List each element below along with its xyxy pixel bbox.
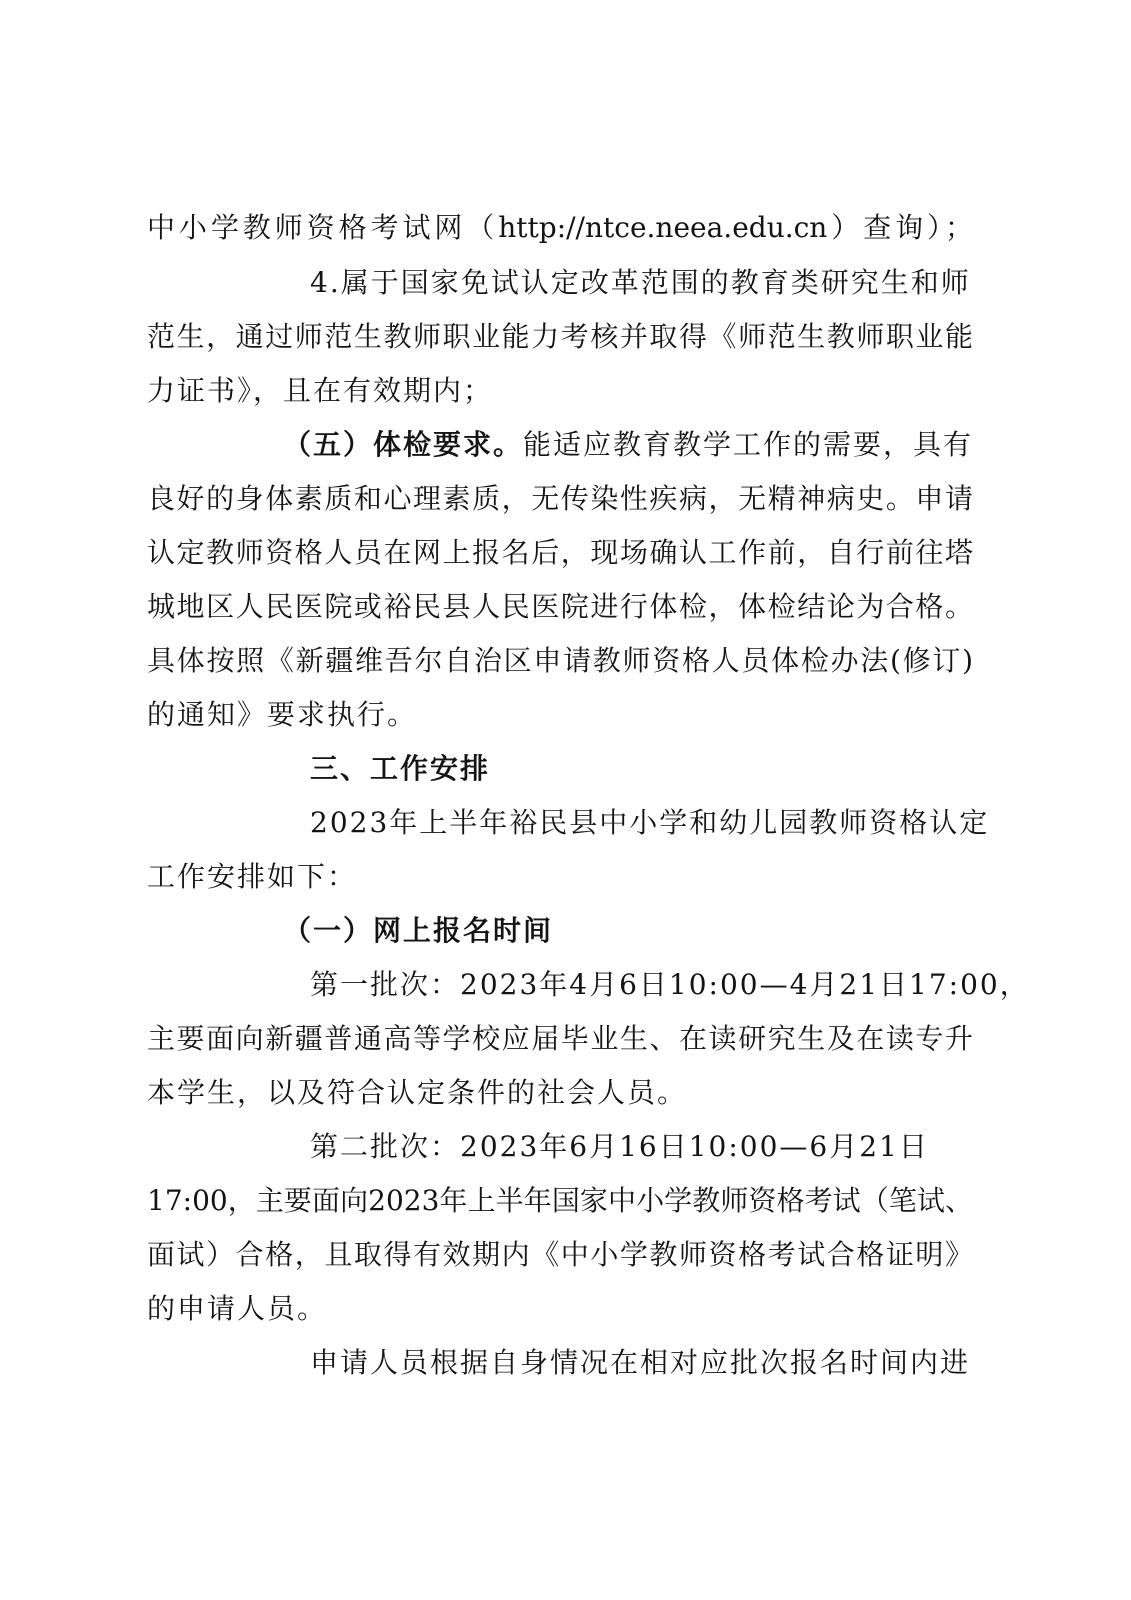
text-line: 申请人员根据自身情况在相对应批次报名时间内进 <box>310 1346 971 1379</box>
text-line: 力证书》，且在有效期内； <box>147 374 494 407</box>
text-line: 认定教师资格人员在网上报名后，现场确认工作前，自行前往塔 <box>147 536 973 569</box>
subsection-heading: （一）网上报名时间 <box>283 914 554 947</box>
text-line: 城地区人民医院或裕民县人民医院进行体检，体检结论为合格。 <box>147 590 973 623</box>
text-line: 第一批次：2023年4月6日10:00—4月21日17:00， <box>310 968 1030 1001</box>
text-line: 的通知》要求执行。 <box>147 698 418 731</box>
text-line: 2023年上半年裕民县中小学和幼儿园教师资格认定 <box>310 806 990 839</box>
section-heading-5: （五）体检要求。 <box>283 428 524 461</box>
text-line: 中小学教师资格考试网（http://ntce.neea.edu.cn）查询）； <box>147 211 973 244</box>
text-line: 的申请人员。 <box>147 1292 328 1325</box>
text-line: 17:00，主要面向2023年上半年国家中小学教师资格考试（笔试、 <box>147 1184 973 1217</box>
text-line: 主要面向新疆普通高等学校应届毕业生、在读研究生及在读专升 <box>147 1022 973 1055</box>
text-line: 具体按照《新疆维吾尔自治区申请教师资格人员体检办法(修订) <box>147 644 973 677</box>
text-line: 第二批次：2023年6月16日10:00—6月21日 <box>310 1130 929 1163</box>
text-line: 良好的身体素质和心理素质，无传染性疾病，无精神病史。申请 <box>147 482 973 515</box>
paragraph-5 <box>283 427 973 463</box>
text-line: 本学生，以及符合认定条件的社会人员。 <box>147 1076 688 1109</box>
text-line: 4.属于国家免试认定改革范围的教育类研究生和师 <box>310 266 971 299</box>
text-line: 面试）合格，且取得有效期内《中小学教师资格考试合格证明》 <box>147 1238 973 1271</box>
text-run: 能适应教育教学工作的需要，具有 <box>523 428 974 461</box>
text-line: 范生，通过师范生教师职业能力考核并取得《师范生教师职业能 <box>147 320 973 353</box>
section-heading: 三、工作安排 <box>310 752 491 785</box>
text-line: 工作安排如下： <box>147 860 358 893</box>
